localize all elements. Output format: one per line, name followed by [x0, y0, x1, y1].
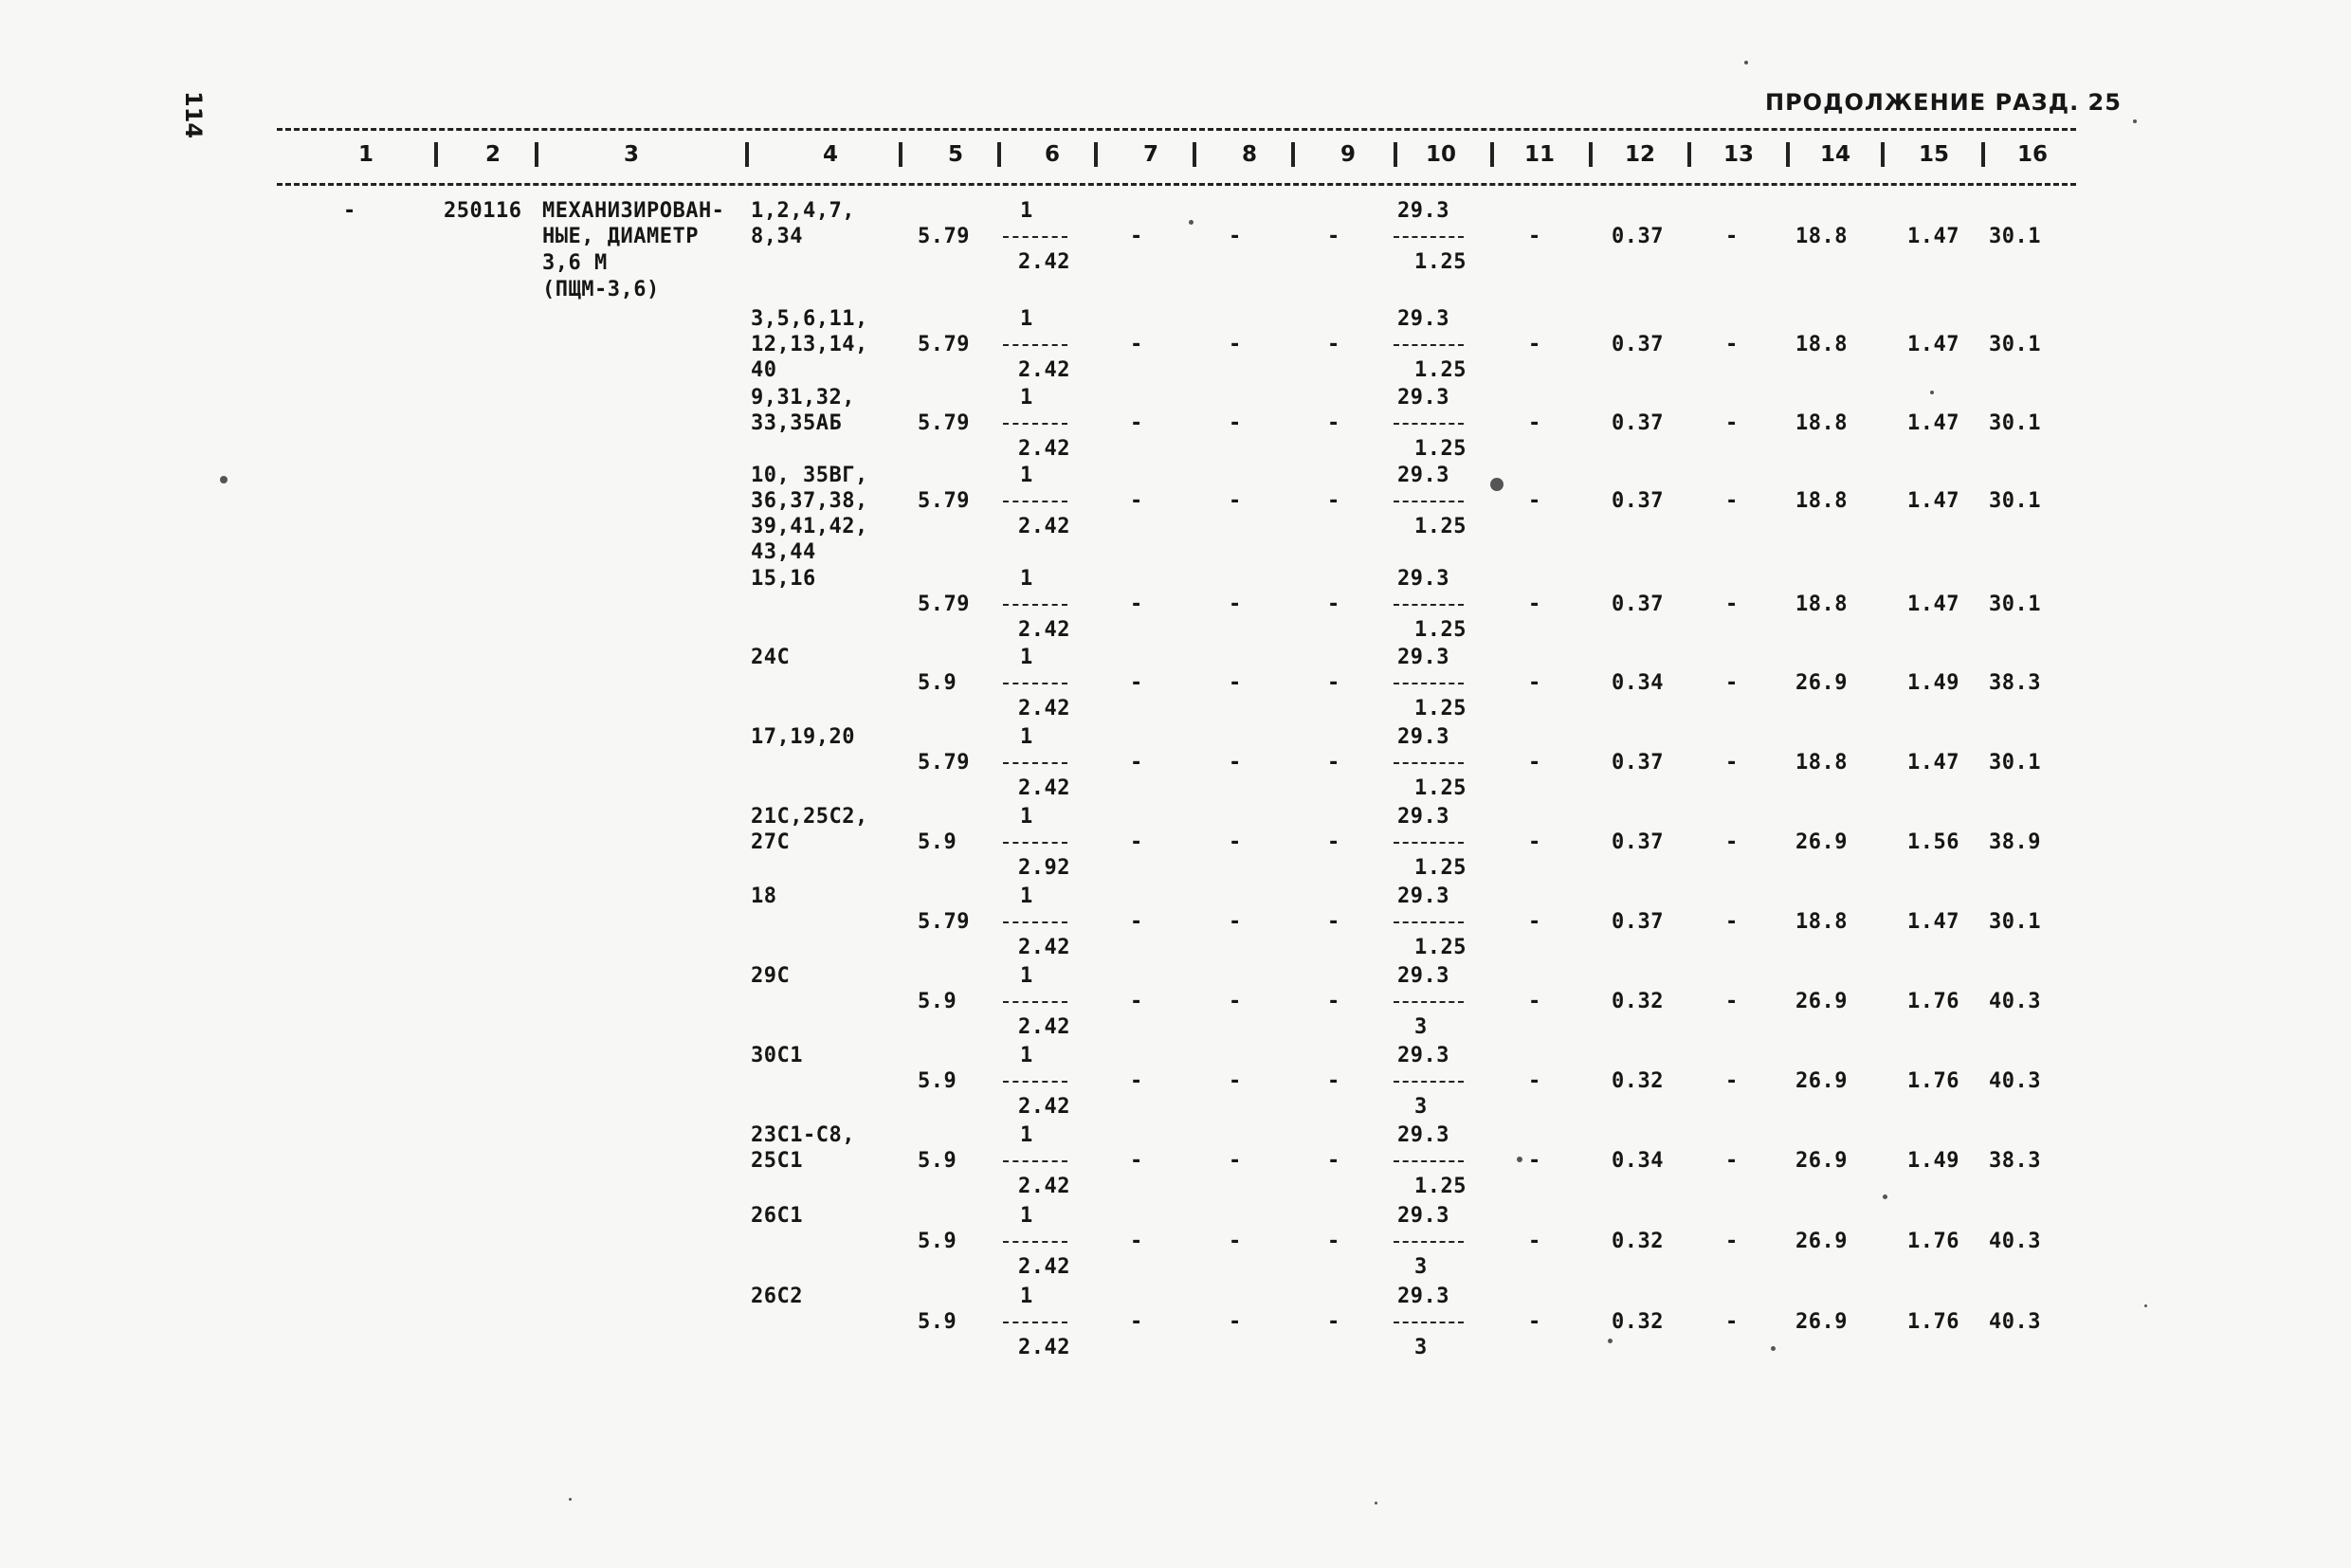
row-col8-value: -	[1229, 411, 1242, 435]
row-col10-denominator: 1.25	[1414, 856, 1467, 880]
row-col12-value: 0.37	[1612, 593, 1664, 616]
row-col5-value: 5.9	[918, 1310, 957, 1334]
entry-name-line: МЕХАНИЗИРОВАН-	[542, 199, 725, 223]
row-col7-value: -	[1130, 990, 1143, 1013]
row-col12-value: 0.32	[1612, 1310, 1664, 1334]
row-col4-line: 10, 35ВГ,	[751, 464, 868, 487]
scan-speck	[1744, 61, 1748, 64]
row-col12-value: 0.37	[1612, 333, 1664, 356]
row-col6-fraction-line	[1003, 1322, 1067, 1323]
row-col9-value: -	[1327, 1310, 1340, 1334]
row-col6-denominator: 2.42	[1018, 437, 1070, 461]
row-col4-line: 21С,25С2,	[751, 805, 868, 829]
row-col15-value: 1.47	[1907, 225, 1959, 248]
row-col9-value: -	[1327, 1069, 1340, 1093]
row-col8-value: -	[1229, 990, 1242, 1013]
row-col6-denominator: 2.42	[1018, 936, 1070, 959]
row-col6-denominator: 2.42	[1018, 1095, 1070, 1119]
row-col4-line: 8,34	[751, 225, 803, 248]
row-col16-value: 30.1	[1989, 593, 2041, 616]
row-col14-value: 26.9	[1795, 1149, 1848, 1173]
row-col8-value: -	[1229, 1149, 1242, 1173]
row-col14-value: 18.8	[1795, 489, 1848, 513]
row-col11-value: -	[1528, 411, 1541, 435]
row-col7-value: -	[1130, 333, 1143, 356]
row-col10-denominator: 1.25	[1414, 776, 1467, 800]
row-col7-value: -	[1130, 1069, 1143, 1093]
row-col15-value: 1.47	[1907, 910, 1959, 934]
row-col12-value: 0.37	[1612, 225, 1664, 248]
row-col13-value: -	[1725, 910, 1739, 934]
row-col14-value: 18.8	[1795, 593, 1848, 616]
row-col10-denominator: 1.25	[1414, 358, 1467, 382]
row-col12-value: 0.37	[1612, 411, 1664, 435]
row-col13-value: -	[1725, 593, 1739, 616]
scan-speck	[1930, 391, 1934, 394]
row-col9-value: -	[1327, 1230, 1340, 1253]
scan-speck	[1375, 1502, 1377, 1504]
row-col6-fraction-line	[1003, 1081, 1067, 1083]
row-col6-numerator: 1	[1020, 567, 1033, 591]
row-col9-value: -	[1327, 489, 1340, 513]
row-col4-line: 43,44	[751, 540, 816, 564]
row-col15-value: 1.76	[1907, 990, 1959, 1013]
column-header-13: 13	[1722, 142, 1754, 167]
row-col4-line: 33,35АБ	[751, 411, 843, 435]
row-col4-line: 1,2,4,7,	[751, 199, 855, 223]
entry-code: 250116	[444, 199, 522, 223]
row-col4-line: 17,19,20	[751, 725, 855, 749]
row-col13-value: -	[1725, 225, 1739, 248]
row-col16-value: 40.3	[1989, 1069, 2041, 1093]
row-col10-denominator: 3	[1414, 1336, 1428, 1359]
row-col13-value: -	[1725, 671, 1739, 695]
row-col5-value: 5.9	[918, 1230, 957, 1253]
row-col4-line: 39,41,42,	[751, 515, 868, 538]
row-col6-fraction-line	[1003, 683, 1067, 684]
row-col6-fraction-line	[1003, 604, 1067, 606]
row-col4-line: 30С1	[751, 1044, 803, 1067]
row-col10-fraction-line	[1394, 1160, 1464, 1162]
row-col10-numerator: 29.3	[1397, 1285, 1449, 1308]
row-col6-denominator: 2.92	[1018, 856, 1070, 880]
row-col10-fraction-line	[1394, 683, 1464, 684]
row-col15-value: 1.47	[1907, 411, 1959, 435]
row-col15-value: 1.49	[1907, 1149, 1959, 1173]
row-col4-line: 36,37,38,	[751, 489, 868, 513]
row-col7-value: -	[1130, 411, 1143, 435]
row-col6-numerator: 1	[1020, 199, 1033, 223]
row-col16-value: 30.1	[1989, 333, 2041, 356]
scan-speck	[1517, 1157, 1522, 1162]
entry-name-line: (ПЩМ-3,6)	[542, 278, 660, 301]
row-col6-fraction-line	[1003, 236, 1067, 238]
row-col11-value: -	[1528, 489, 1541, 513]
row-col11-value: -	[1528, 910, 1541, 934]
row-col16-value: 38.9	[1989, 830, 2041, 854]
row-col6-denominator: 2.42	[1018, 358, 1070, 382]
row-col10-fraction-line	[1394, 1001, 1464, 1003]
row-col6-fraction-line	[1003, 842, 1067, 844]
row-col6-numerator: 1	[1020, 964, 1033, 988]
row-col7-value: -	[1130, 671, 1143, 695]
row-col5-value: 5.79	[918, 910, 970, 934]
row-col8-value: -	[1229, 593, 1242, 616]
scan-speck	[569, 1498, 572, 1501]
row-col10-denominator: 1.25	[1414, 250, 1467, 274]
row-col16-value: 38.3	[1989, 671, 2041, 695]
row-col9-value: -	[1327, 910, 1340, 934]
row-col12-value: 0.37	[1612, 751, 1664, 775]
row-col6-fraction-line	[1003, 423, 1067, 425]
row-col16-value: 30.1	[1989, 225, 2041, 248]
row-col9-value: -	[1327, 990, 1340, 1013]
row-col7-value: -	[1130, 593, 1143, 616]
column-header-15: 15	[1918, 142, 1949, 167]
row-col8-value: -	[1229, 830, 1242, 854]
row-col5-value: 5.9	[918, 1149, 957, 1173]
row-col10-numerator: 29.3	[1397, 646, 1449, 669]
row-col6-denominator: 2.42	[1018, 1015, 1070, 1039]
row-col10-fraction-line	[1394, 423, 1464, 425]
row-col16-value: 30.1	[1989, 751, 2041, 775]
row-col16-value: 30.1	[1989, 910, 2041, 934]
row-col16-value: 30.1	[1989, 489, 2041, 513]
row-col5-value: 5.79	[918, 489, 970, 513]
row-col6-fraction-line	[1003, 762, 1067, 764]
row-col4-line: 26С2	[751, 1285, 803, 1308]
row-col4-line: 18	[751, 884, 777, 908]
row-col10-denominator: 1.25	[1414, 437, 1467, 461]
row-col6-numerator: 1	[1020, 1123, 1033, 1147]
row-col6-denominator: 2.42	[1018, 697, 1070, 720]
row-col14-value: 18.8	[1795, 910, 1848, 934]
row-col10-numerator: 29.3	[1397, 307, 1449, 331]
row-col9-value: -	[1327, 751, 1340, 775]
row-col14-value: 26.9	[1795, 1069, 1848, 1093]
column-header-8: 8	[1241, 142, 1257, 167]
column-header-11: 11	[1523, 142, 1555, 167]
row-col4-line: 9,31,32,	[751, 386, 855, 410]
row-col4-line: 29С	[751, 964, 791, 988]
row-col11-value: -	[1528, 593, 1541, 616]
row-col13-value: -	[1725, 1310, 1739, 1334]
row-col13-value: -	[1725, 489, 1739, 513]
row-col8-value: -	[1229, 751, 1242, 775]
row-col15-value: 1.76	[1907, 1069, 1959, 1093]
row-col11-value: -	[1528, 1230, 1541, 1253]
row-col14-value: 26.9	[1795, 830, 1848, 854]
row-col7-value: -	[1130, 1230, 1143, 1253]
row-col6-numerator: 1	[1020, 464, 1033, 487]
row-col6-fraction-line	[1003, 501, 1067, 502]
row-col12-value: 0.32	[1612, 1069, 1664, 1093]
row-col10-denominator: 1.25	[1414, 618, 1467, 642]
row-col6-denominator: 2.42	[1018, 1255, 1070, 1279]
row-col8-value: -	[1229, 225, 1242, 248]
row-col10-numerator: 29.3	[1397, 1123, 1449, 1147]
row-col7-value: -	[1130, 1310, 1143, 1334]
row-col6-denominator: 2.42	[1018, 250, 1070, 274]
row-col4-line: 3,5,6,11,	[751, 307, 868, 331]
row-col4-line: 27С	[751, 830, 791, 854]
row-col5-value: 5.79	[918, 593, 970, 616]
entry-col1: -	[343, 199, 356, 223]
row-col8-value: -	[1229, 910, 1242, 934]
row-col14-value: 26.9	[1795, 1310, 1848, 1334]
row-col7-value: -	[1130, 225, 1143, 248]
scan-speck	[1490, 478, 1504, 491]
row-col11-value: -	[1528, 1310, 1541, 1334]
row-col5-value: 5.79	[918, 225, 970, 248]
row-col11-value: -	[1528, 1149, 1541, 1173]
row-col10-numerator: 29.3	[1397, 464, 1449, 487]
row-col8-value: -	[1229, 1230, 1242, 1253]
column-header-1: 1	[357, 142, 374, 167]
row-col10-fraction-line	[1394, 1241, 1464, 1243]
row-col14-value: 18.8	[1795, 333, 1848, 356]
row-col5-value: 5.79	[918, 751, 970, 775]
row-col12-value: 0.37	[1612, 489, 1664, 513]
row-col10-fraction-line	[1394, 842, 1464, 844]
row-col7-value: -	[1130, 830, 1143, 854]
row-col15-value: 1.49	[1907, 671, 1959, 695]
entry-name-line: 3,6 М	[542, 251, 608, 275]
row-col8-value: -	[1229, 333, 1242, 356]
row-col10-numerator: 29.3	[1397, 1204, 1449, 1228]
column-header-9: 9	[1340, 142, 1356, 167]
row-col5-value: 5.79	[918, 411, 970, 435]
row-col11-value: -	[1528, 333, 1541, 356]
row-col15-value: 1.76	[1907, 1310, 1959, 1334]
row-col6-fraction-line	[1003, 1241, 1067, 1243]
row-col14-value: 18.8	[1795, 225, 1848, 248]
row-col6-fraction-line	[1003, 344, 1067, 346]
row-col13-value: -	[1725, 990, 1739, 1013]
scan-speck	[220, 476, 228, 483]
row-col13-value: -	[1725, 751, 1739, 775]
row-col16-value: 40.3	[1989, 1310, 2041, 1334]
row-col10-denominator: 1.25	[1414, 697, 1467, 720]
row-col6-numerator: 1	[1020, 1204, 1033, 1228]
row-col10-denominator: 1.25	[1414, 1175, 1467, 1198]
column-header-3: 3	[623, 142, 639, 167]
row-col6-numerator: 1	[1020, 884, 1033, 908]
row-col12-value: 0.32	[1612, 1230, 1664, 1253]
row-col10-fraction-line	[1394, 921, 1464, 923]
row-col4-line: 26С1	[751, 1204, 803, 1228]
row-col10-fraction-line	[1394, 1322, 1464, 1323]
row-col4-line: 24С	[751, 646, 791, 669]
row-col10-denominator: 1.25	[1414, 515, 1467, 538]
row-col9-value: -	[1327, 671, 1340, 695]
row-col10-fraction-line	[1394, 344, 1464, 346]
row-col10-denominator: 3	[1414, 1255, 1428, 1279]
column-header-6: 6	[1044, 142, 1060, 167]
row-col10-denominator: 3	[1414, 1095, 1428, 1119]
row-col14-value: 18.8	[1795, 411, 1848, 435]
row-col11-value: -	[1528, 751, 1541, 775]
row-col12-value: 0.37	[1612, 830, 1664, 854]
row-col4-line: 40	[751, 358, 777, 382]
row-col14-value: 18.8	[1795, 751, 1848, 775]
row-col10-fraction-line	[1394, 501, 1464, 502]
row-col4-line: 15,16	[751, 567, 816, 591]
row-col11-value: -	[1528, 225, 1541, 248]
row-col10-fraction-line	[1394, 604, 1464, 606]
row-col8-value: -	[1229, 489, 1242, 513]
row-col11-value: -	[1528, 830, 1541, 854]
row-col13-value: -	[1725, 830, 1739, 854]
column-header-16: 16	[2016, 142, 2048, 167]
row-col7-value: -	[1130, 1149, 1143, 1173]
row-col10-numerator: 29.3	[1397, 1044, 1449, 1067]
row-col12-value: 0.34	[1612, 671, 1664, 695]
column-header-4: 4	[822, 142, 838, 167]
row-col9-value: -	[1327, 830, 1340, 854]
row-col15-value: 1.47	[1907, 489, 1959, 513]
row-col13-value: -	[1725, 1149, 1739, 1173]
row-col15-value: 1.56	[1907, 830, 1959, 854]
row-col6-fraction-line	[1003, 1001, 1067, 1003]
row-col4-line: 12,13,14,	[751, 333, 868, 356]
column-header-12: 12	[1624, 142, 1655, 167]
row-col10-denominator: 1.25	[1414, 936, 1467, 959]
row-col6-fraction-line	[1003, 1160, 1067, 1162]
scan-speck	[2133, 119, 2137, 123]
row-col13-value: -	[1725, 411, 1739, 435]
row-col16-value: 40.3	[1989, 1230, 2041, 1253]
row-col9-value: -	[1327, 1149, 1340, 1173]
row-col7-value: -	[1130, 489, 1143, 513]
row-col7-value: -	[1130, 910, 1143, 934]
row-col4-line: 25С1	[751, 1149, 803, 1173]
row-col14-value: 26.9	[1795, 671, 1848, 695]
row-col6-fraction-line	[1003, 921, 1067, 923]
row-col9-value: -	[1327, 225, 1340, 248]
column-header-5: 5	[947, 142, 963, 167]
row-col15-value: 1.47	[1907, 333, 1959, 356]
row-col10-numerator: 29.3	[1397, 199, 1449, 223]
row-col11-value: -	[1528, 671, 1541, 695]
row-col10-fraction-line	[1394, 1081, 1464, 1083]
row-col13-value: -	[1725, 1230, 1739, 1253]
row-col12-value: 0.37	[1612, 910, 1664, 934]
column-header-2: 2	[484, 142, 501, 167]
row-col6-numerator: 1	[1020, 1285, 1033, 1308]
scan-speck	[1883, 1194, 1887, 1199]
row-col12-value: 0.32	[1612, 990, 1664, 1013]
row-col6-numerator: 1	[1020, 1044, 1033, 1067]
row-col5-value: 5.9	[918, 1069, 957, 1093]
row-col6-numerator: 1	[1020, 307, 1033, 331]
scan-speck	[1771, 1346, 1776, 1351]
column-header-10: 10	[1425, 142, 1456, 167]
row-col6-denominator: 2.42	[1018, 1175, 1070, 1198]
row-col13-value: -	[1725, 333, 1739, 356]
row-col4-line: 23С1-С8,	[751, 1123, 855, 1147]
row-col14-value: 26.9	[1795, 1230, 1848, 1253]
scan-speck	[1608, 1339, 1613, 1343]
row-col6-denominator: 2.42	[1018, 618, 1070, 642]
row-col6-denominator: 2.42	[1018, 776, 1070, 800]
row-col10-fraction-line	[1394, 236, 1464, 238]
column-header-14: 14	[1819, 142, 1850, 167]
row-col8-value: -	[1229, 671, 1242, 695]
row-col10-numerator: 29.3	[1397, 805, 1449, 829]
row-col10-numerator: 29.3	[1397, 725, 1449, 749]
page-number: 114	[180, 91, 207, 139]
row-col8-value: -	[1229, 1069, 1242, 1093]
entry-name-line: НЫЕ, ДИАМЕТР	[542, 225, 699, 248]
row-col16-value: 38.3	[1989, 1149, 2041, 1173]
row-col7-value: -	[1130, 751, 1143, 775]
row-col9-value: -	[1327, 333, 1340, 356]
row-col13-value: -	[1725, 1069, 1739, 1093]
row-col6-denominator: 2.42	[1018, 515, 1070, 538]
row-col16-value: 30.1	[1989, 411, 2041, 435]
row-col6-numerator: 1	[1020, 646, 1033, 669]
row-col8-value: -	[1229, 1310, 1242, 1334]
row-col6-denominator: 2.42	[1018, 1336, 1070, 1359]
row-col5-value: 5.79	[918, 333, 970, 356]
scan-speck	[1189, 220, 1194, 225]
row-col11-value: -	[1528, 1069, 1541, 1093]
row-col15-value: 1.47	[1907, 751, 1959, 775]
row-col12-value: 0.34	[1612, 1149, 1664, 1173]
column-header-7: 7	[1142, 142, 1158, 167]
row-col5-value: 5.9	[918, 671, 957, 695]
row-col11-value: -	[1528, 990, 1541, 1013]
row-col9-value: -	[1327, 593, 1340, 616]
row-col5-value: 5.9	[918, 830, 957, 854]
row-col10-numerator: 29.3	[1397, 884, 1449, 908]
section-heading: ПРОДОЛЖЕНИЕ РАЗД. 25	[1765, 89, 2122, 116]
row-col16-value: 40.3	[1989, 990, 2041, 1013]
row-col6-numerator: 1	[1020, 725, 1033, 749]
row-col10-fraction-line	[1394, 762, 1464, 764]
row-col14-value: 26.9	[1795, 990, 1848, 1013]
row-col10-denominator: 3	[1414, 1015, 1428, 1039]
row-col9-value: -	[1327, 411, 1340, 435]
row-col5-value: 5.9	[918, 990, 957, 1013]
row-col10-numerator: 29.3	[1397, 567, 1449, 591]
row-col10-numerator: 29.3	[1397, 964, 1449, 988]
row-col15-value: 1.47	[1907, 593, 1959, 616]
row-col15-value: 1.76	[1907, 1230, 1959, 1253]
row-col10-numerator: 29.3	[1397, 386, 1449, 410]
row-col6-numerator: 1	[1020, 386, 1033, 410]
scan-speck	[2144, 1304, 2147, 1307]
row-col6-numerator: 1	[1020, 805, 1033, 829]
